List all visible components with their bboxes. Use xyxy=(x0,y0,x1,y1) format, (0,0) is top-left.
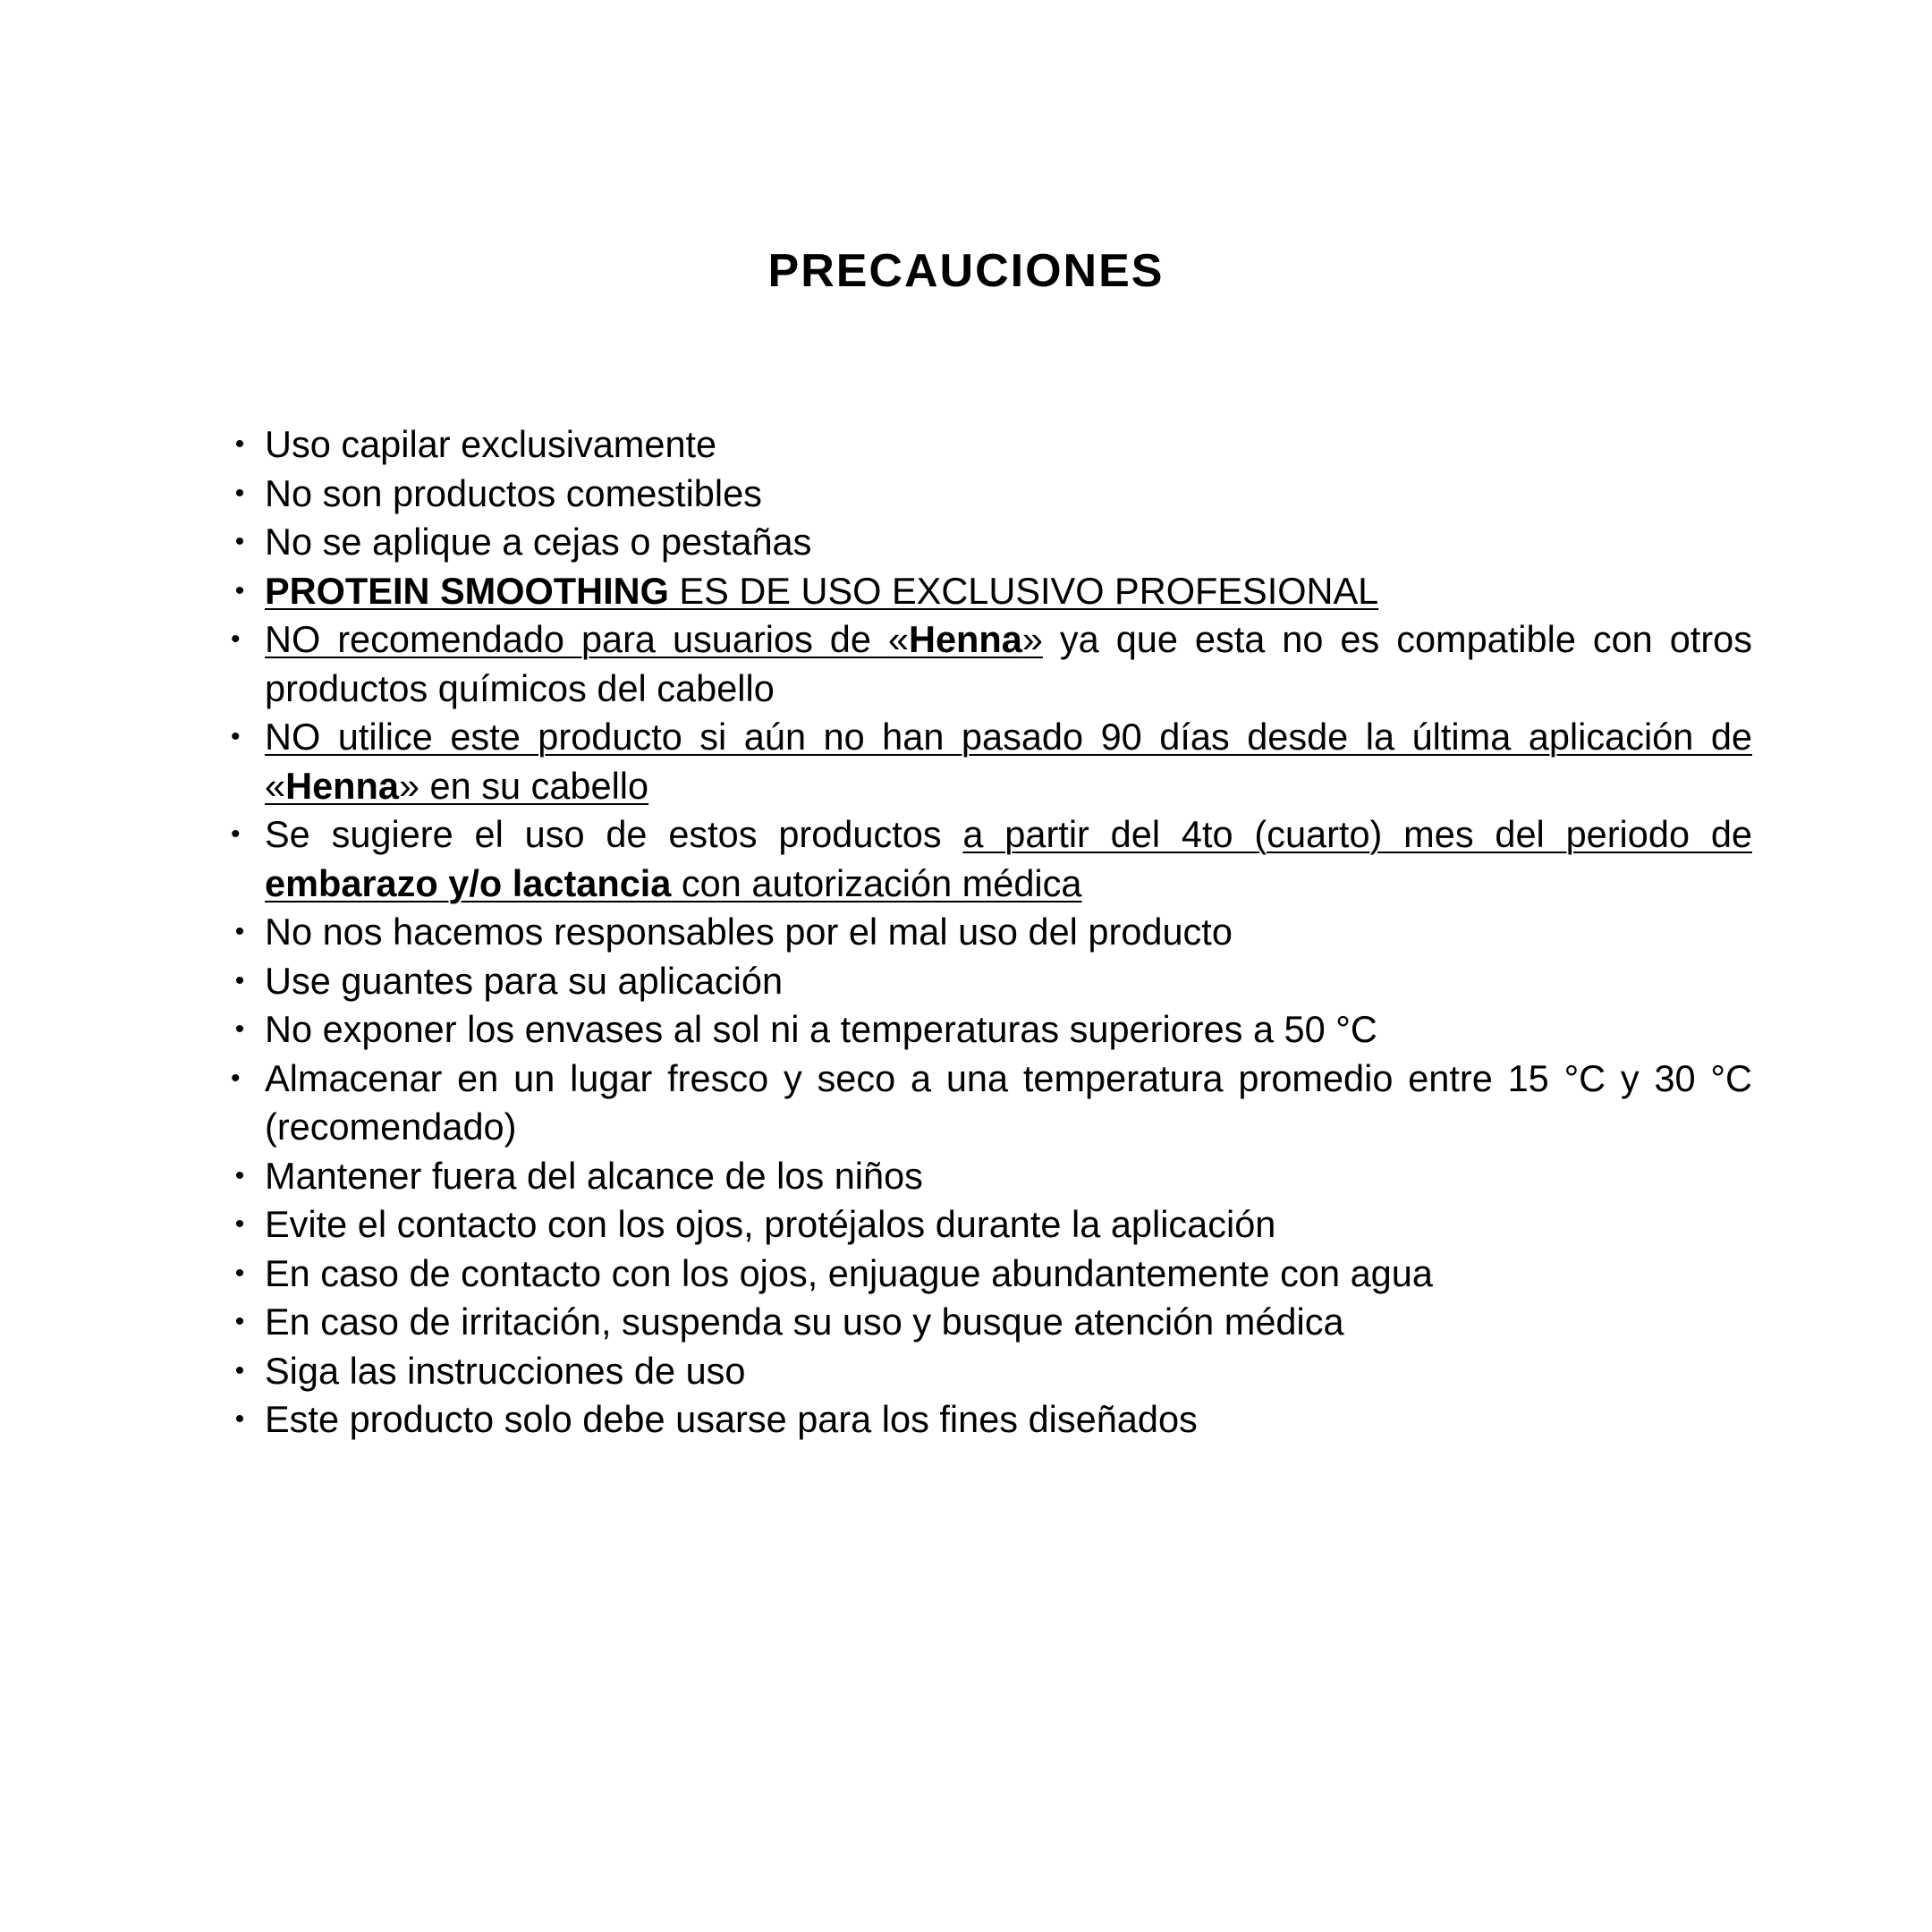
bullet-icon: • xyxy=(234,917,245,946)
bullet-icon: • xyxy=(234,1258,245,1288)
page-title: PRECAUCIONES xyxy=(767,245,1165,297)
text-part: » xyxy=(1021,618,1043,660)
henna-term: Henna xyxy=(909,618,1022,660)
list-item xyxy=(234,1005,1752,1055)
list-item-text: Evite el contacto con los ojos, protéjalos durante la aplicación xyxy=(265,1203,1276,1245)
bullet-icon: • xyxy=(231,722,241,751)
precautions-list xyxy=(231,420,1752,1445)
henna-term: Henna xyxy=(285,764,399,807)
list-item xyxy=(234,1298,1752,1347)
bullet-icon: • xyxy=(231,624,241,654)
list-item-text: No son productos comestibles xyxy=(265,471,762,514)
list-item xyxy=(234,470,1752,519)
list-item-text: No exponer los envases al sol ni a temperaturas superiores a 50 °C xyxy=(265,1008,1377,1050)
list-item xyxy=(234,518,1752,567)
bullet-icon: • xyxy=(234,1307,245,1336)
bullet-icon: • xyxy=(234,1355,245,1385)
list-item xyxy=(234,957,1752,1006)
bullet-icon: • xyxy=(231,1063,241,1093)
list-item xyxy=(231,1055,1752,1152)
list-item-text: No nos hacemos responsables por el mal uso del producto xyxy=(265,911,1233,953)
list-item-text: Siga las instrucciones de uso xyxy=(265,1349,746,1392)
list-item xyxy=(234,1200,1752,1250)
bullet-icon: • xyxy=(234,1404,245,1434)
bullet-icon: • xyxy=(234,1014,245,1044)
list-item xyxy=(234,1347,1752,1396)
bullet-icon: • xyxy=(234,1209,245,1239)
text-part: NO recomendado para usuarios de « xyxy=(265,618,909,660)
list-item xyxy=(234,1152,1752,1201)
text-part: » en su cabello xyxy=(398,764,649,807)
list-item xyxy=(234,1395,1752,1445)
list-item-underlined xyxy=(265,618,1043,660)
bullet-icon: • xyxy=(234,429,245,459)
list-item xyxy=(234,420,1752,470)
list-item-text: Almacenar en un lugar fresco y seco a una temperatura promedio entre 15 °C y 30 °C (recomendado) xyxy=(265,1056,1752,1148)
list-item xyxy=(231,810,1752,908)
list-item-text: Uso capilar exclusivamente xyxy=(265,423,717,465)
bullet-icon: • xyxy=(234,575,245,606)
bullet-icon: • xyxy=(234,1160,245,1191)
list-item-text: En caso de contacto con los ojos, enjuague abundantemente con agua xyxy=(265,1251,1433,1294)
list-item-text-rest: ya que esta no es compatible con otros productos químicos del cabello xyxy=(265,618,1752,709)
bullet-icon: • xyxy=(234,478,245,508)
list-item-underlined xyxy=(265,716,1752,807)
list-item-text: Este producto solo debe usarse para los fines diseñados xyxy=(265,1398,1198,1440)
list-item xyxy=(231,615,1752,713)
list-item-text: Se sugiere el uso de estos productos xyxy=(265,813,963,855)
list-item xyxy=(234,908,1752,957)
pregnancy-term: embarazo y/o lactancia xyxy=(265,861,672,904)
list-item-text: En caso de irritación, suspenda su uso y busque atención médica xyxy=(265,1301,1344,1343)
text-part: a partir del 4to (cuarto) mes del periodo de xyxy=(962,813,1752,855)
product-name: PROTEIN SMOOTHING xyxy=(265,569,669,612)
bullet-icon: • xyxy=(234,965,245,996)
list-item xyxy=(231,713,1752,810)
list-item xyxy=(234,567,1752,616)
bullet-icon: • xyxy=(234,527,245,556)
list-item-text-rest: ES DE USO EXCLUSIVO PROFESIONAL xyxy=(668,569,1379,612)
text-part: con autorización médica xyxy=(671,861,1082,904)
list-item-text xyxy=(265,570,1378,612)
list-item-text: Use guantes para su aplicación xyxy=(265,959,784,1002)
text-part: NO utilice este producto si aún no han pasado 90 días desde la última aplicación de « xyxy=(265,716,1752,807)
bullet-icon: • xyxy=(231,819,241,849)
list-item-text: No se aplique a cejas o pestañas xyxy=(265,521,812,563)
list-item-text: Mantener fuera del alcance de los niños xyxy=(265,1154,923,1197)
list-item xyxy=(234,1250,1752,1299)
